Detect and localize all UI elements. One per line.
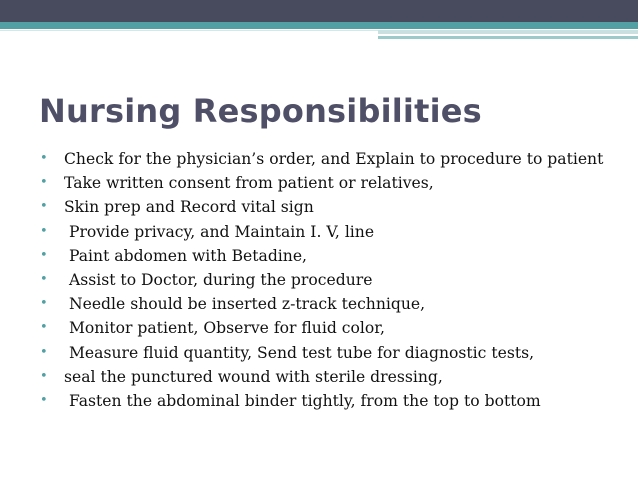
- bullet-dot-icon: •: [40, 199, 48, 215]
- bullet-text: Check for the physician’s order, and Explain to procedure to patient: [64, 150, 604, 168]
- accent-line-left: [0, 30, 378, 31]
- bullet-list: [40, 148, 630, 414]
- bullet-dot-icon: •: [40, 320, 48, 336]
- bullet-dot-icon: •: [40, 151, 48, 166]
- bullet-dot-icon: •: [40, 223, 48, 239]
- accent-line-right-lower: [378, 36, 638, 39]
- bullet-item: [40, 366, 630, 390]
- bullet-text: Fasten the abdominal binder tightly, from the top to bottom: [64, 391, 541, 410]
- bullet-text: Needle should be inserted z-track technique,: [64, 295, 426, 314]
- bullet-item: [40, 148, 630, 172]
- bullet-text: Measure fluid quantity, Send test tube for diagnostic tests,: [64, 343, 535, 362]
- bullet-text: seal the punctured wound with sterile dressing,: [64, 367, 443, 386]
- bullet-dot-icon: •: [40, 344, 48, 360]
- bullet-item: [40, 293, 630, 317]
- bullet-item: [40, 196, 630, 220]
- header-band: [0, 0, 638, 22]
- bullet-text: Skin prep and Record vital sign: [64, 198, 314, 217]
- bullet-dot-icon: •: [40, 368, 48, 384]
- bullet-text: Paint abdomen with Betadine,: [64, 246, 308, 265]
- bullet-item: [40, 317, 630, 341]
- bullet-item: [40, 342, 630, 366]
- accent-line-right: [378, 30, 638, 34]
- bullet-item: [40, 390, 630, 414]
- bullet-dot-icon: •: [40, 392, 48, 408]
- bullet-text: Take written consent from patient or relatives,: [64, 174, 434, 193]
- bullet-dot-icon: •: [40, 296, 48, 312]
- accent-band: [0, 22, 638, 29]
- bullet-text: Provide privacy, and Maintain I. V, line: [64, 222, 375, 241]
- bullet-text: Monitor patient, Observe for fluid color,: [64, 319, 385, 338]
- bullet-dot-icon: •: [40, 271, 48, 287]
- bullet-item: [40, 269, 630, 293]
- bullet-item: [40, 221, 630, 245]
- bullet-dot-icon: •: [40, 175, 48, 191]
- bullet-dot-icon: •: [40, 247, 48, 263]
- bullet-item: [40, 172, 630, 196]
- slide-title: Nursing Responsibilities: [39, 92, 482, 130]
- bullet-text: Assist to Doctor, during the procedure: [64, 270, 373, 289]
- bullet-item: [40, 245, 630, 269]
